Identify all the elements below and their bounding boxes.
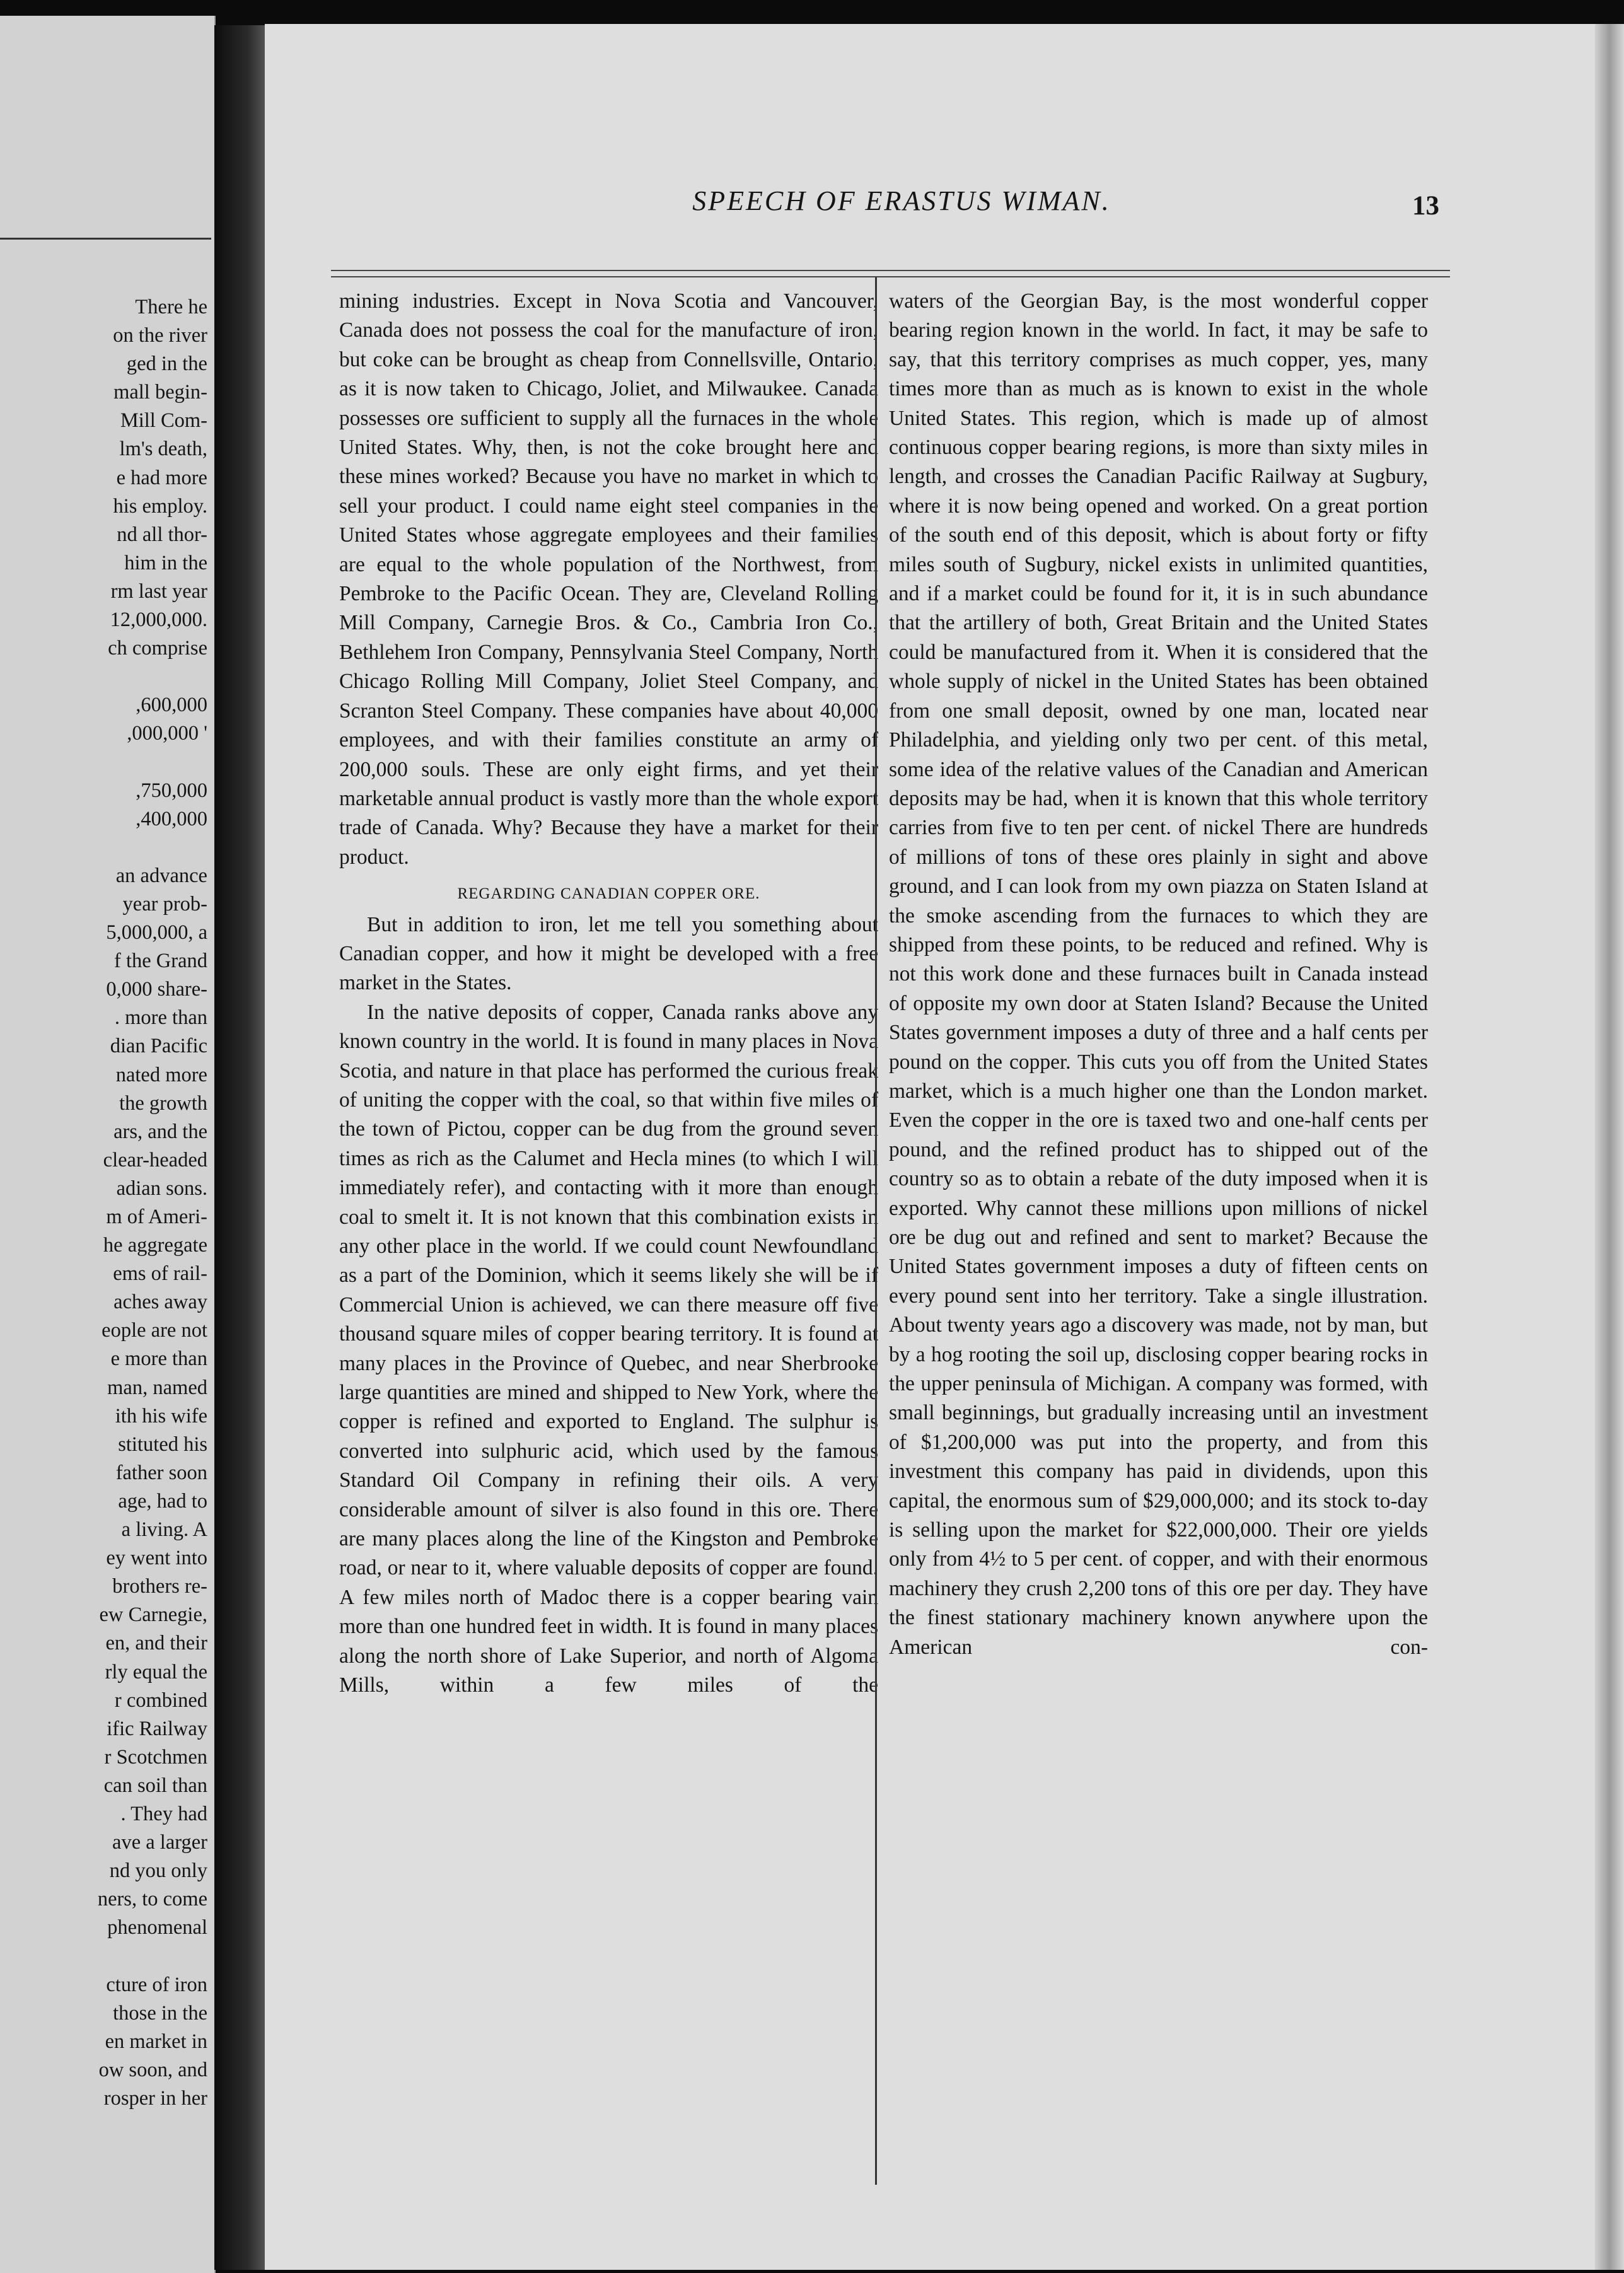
paragraph-native-copper-deposits: In the native deposits of copper, Canada ranks above any known country in the world. It is found in many places in Nova Scotia, and nature in that place has performed the curious freak of uniting the copper with the coal, so that within five miles of the town of Pictou, copper can be dug from the ground seven times as rich as the Calumet and Hecla mines (to which I will immediately refer), and contacting with it more than enough coal to smelt it. It is not known that this combination exists in any other place in the world. If we could count Newfoundland as a part of the Dominion, which it seems likely she will be if Commercial Union is achieved, we can there measure off five thousand square miles of copper bearing territory. It is found at many places in the Province of Quebec, and near Sherbrooke large quantities are mined and shipped to New York, where the copper is refined and exported to England. The sulphur is converted into sulphuric acid, which used by the famous Standard Oil Company in refining their oils. A very considerable amount of silver is also found in this ore. There are many places along the line of the Kingston and Pembroke road, or near to it, where valuable deposits of copper are found. A few miles north of Madoc there is a copper bearing vain more than one hundred feet in width. It is found in many places along the north shore of Lake Superior, and north of Algoma Mills, within a few miles of the	[339, 1000, 878, 1697]
left-fragment-line: ave a larger	[112, 1831, 207, 1854]
left-fragment-line: mall begin-	[113, 381, 207, 404]
left-fragment-line: lm's death,	[119, 438, 207, 461]
paragraph-canadian-copper-intro: But in addition to iron, let me tell you something about Canadian copper, and how it might be developed with a free market in the States.	[339, 912, 878, 995]
left-fragment-line: rosper in her	[103, 2086, 207, 2110]
left-fragment-line: 5,000,000, a	[106, 921, 207, 945]
text-column-left	[339, 287, 878, 1700]
left-fragment-line: ems of rail-	[113, 1262, 207, 1286]
left-fragment-line: ,600,000	[136, 694, 207, 717]
left-fragment-line: clear-headed	[103, 1148, 207, 1171]
left-fragment-line: Mill Com-	[120, 409, 207, 433]
left-fragment-line: phenomenal	[107, 1916, 207, 1939]
left-fragment-line: en, and their	[105, 1632, 207, 1655]
left-fragment-line: ners, to come	[97, 1888, 207, 1911]
left-fragment-line: r combined	[114, 1689, 207, 1712]
left-fragment-line: . They had	[120, 1802, 207, 1825]
left-fragment-line: ew Carnegie,	[99, 1603, 207, 1627]
left-fragment-line: en market in	[105, 2030, 207, 2053]
left-fragment-line: year prob-	[122, 892, 207, 916]
paragraph-iron-industries: mining industries. Except in Nova Scotia and Vancouver, Canada does not possess the coal for the manufacture of iron, but coke can be brought as cheap from Connellsville, Ontario, as it is now taken to Chicago, Joliet, and Milwaukee. Canada possesses ore sufficient to supply all the furnaces in the whole United States. Why, then, is not the coke brought here and these mines worked? Because you have no market in which to sell your product. I could name eight steel companies in the United States whose aggregate employees and their families are equal to the whole population of the Northwest, from Pembroke to the Pacific Ocean. They are, Cleveland Rolling Mill Company, Carnegie Bros. & Co., Cambria Iron Co., Bethlehem Iron Company, Pennsylvania Steel Company, North Chicago Rolling Mill Company, Joliet Steel Company, and Scranton Steel Company. These companies have about 40,000 employees, and with their families constitute an army of 200,000 souls. These are only eight firms, and yet their marketable annual product is vastly more than the whole export trade of Canada. Why? Because they have a market for their product.	[339, 289, 878, 869]
left-fragment-line: adian sons.	[116, 1177, 207, 1200]
left-fragment-line: stituted his	[118, 1433, 207, 1456]
left-fragment-line: ,400,000	[136, 807, 207, 830]
section-heading-copper-ore: REGARDING CANADIAN COPPER ORE.	[457, 885, 760, 903]
left-fragment-line: he aggregate	[103, 1234, 207, 1257]
left-fragment-line	[0, 663, 211, 691]
left-fragment-line: rly equal the	[105, 1660, 207, 1683]
left-fragment-line: ars, and the	[113, 1120, 207, 1143]
left-fragment-line: his employ.	[113, 494, 207, 518]
left-fragment-line: r Scotchmen	[104, 1745, 207, 1769]
left-fragment-line	[0, 834, 211, 862]
left-fragment-line: eople are not	[102, 1319, 207, 1342]
left-fragment-line: man, named	[107, 1376, 207, 1399]
page-edge	[1595, 24, 1624, 2270]
left-fragment-line: nated more	[115, 1063, 207, 1086]
left-page-fragment	[0, 16, 216, 2273]
left-fragment-line: can soil than	[103, 1774, 207, 1797]
left-fragment-line: those in the	[113, 2001, 207, 2025]
left-fragment-line: ey went into	[106, 1547, 207, 1570]
left-fragment-line: 0,000 share-	[106, 978, 207, 1001]
header-double-rule	[331, 270, 1450, 277]
left-fragment-line	[0, 748, 211, 777]
left-fragment-line: rm last year	[110, 579, 207, 603]
left-page-rule	[0, 238, 211, 240]
left-fragment-line: 12,000,000.	[110, 608, 207, 632]
left-fragment-line: a living. A	[121, 1518, 207, 1542]
left-fragment-line: nd you only	[109, 1859, 207, 1883]
left-fragment-line: f the Grand	[114, 950, 207, 973]
left-fragment-line: . more than	[114, 1006, 207, 1030]
page-number: 13	[1412, 191, 1439, 221]
left-fragment-line: dian Pacific	[110, 1035, 207, 1058]
left-fragment-line: ,000,000 '	[127, 722, 207, 745]
left-fragment-line: the growth	[119, 1091, 207, 1115]
left-fragment-line: father soon	[115, 1461, 207, 1484]
running-title: SPEECH OF ERASTUS WIMAN.	[692, 185, 1111, 216]
left-fragment-line: ged in the	[126, 352, 207, 376]
left-fragment-line: him in the	[124, 551, 207, 574]
left-fragment-line: nd all thor-	[117, 523, 207, 546]
left-page-text	[0, 293, 211, 2113]
left-fragment-line: e had more	[116, 466, 207, 489]
left-fragment-line: cture of iron	[106, 1973, 207, 1996]
text-column-right	[889, 287, 1428, 1662]
left-fragment-line: There he	[135, 296, 207, 318]
left-fragment-line: ific Railway	[107, 1717, 207, 1740]
left-fragment-line: an advance	[115, 864, 207, 887]
column-divider	[875, 277, 877, 2185]
paragraph-georgian-bay-copper: waters of the Georgian Bay, is the most wonderful copper bearing region known in the world. In fact, it may be safe to say, that this territory comprises as much copper, yes, many times more than as much as is known to exist in the whole United States. This region, which is made up of almost continuous copper bearing regions, is more than sixty miles in length, and crosses the Canadian Pacific Railway at Sugbury, where it is now being opened and worked. On a great portion of the south end of this deposit, which is about forty or fifty miles south of Sugbury, nickel exists in unlimited quantities, and if a market could be found for it, it is in such abundance that the artillery of both, Great Britain and the United States could be manufactured from it. When it is considered that the whole supply of nickel in the United States has been obtained from one small deposit, owned by one man, located near Philadelphia, and yielding only two per cent. of this metal, some idea of the relative values of the Canadian and American deposits may be had, when it is known that this whole territory carries from five to ten per cent. of nickel There are hundreds of millions of tons of these ores plainly in sight and above ground, and I can look from my own piazza on Staten Island at the smoke ascending from the furnaces to which they are shipped from these points, to be reduced and refined. Why is not this work done and these furnaces built in Canada instead of opposite my own door at Staten Island? Because the United States government imposes a duty of three and a half cents per pound on the copper. This cuts you off from the United States market, which is a much higher one than the London market. Even the copper in the ore is taxed two and one-half cents per pound, and the refined product has to shipped out of the country so as to obtain a rebate of the duty imposed when it is exported. Why cannot these millions upon millions of nickel ore be dug out and refined and sent to market? Because the United States government imposes a duty of fifteen cents on every pound sent into her territory. Take a single illustration. About twenty years ago a discovery was made, not by man, but by a hog rooting the soil up, disclosing copper bearing rocks in the upper peninsula of Michigan. A company was formed, with small beginnings, but gradually increasing until an investment of $1,200,000 was put into the property, and from this investment this company has paid in dividends, upon this capital, the enormous sum of $29,000,000; and its stock to-day is selling upon the market for $22,000,000. Their ore yields only from 4½ to 5 per cent. of copper, and with their enormous machinery they crush 2,200 tons of this ore per day. They have the finest stationary machinery known anywhere upon the American con-	[889, 289, 1428, 1659]
left-fragment-line: age, had to	[118, 1489, 207, 1513]
left-fragment-line: m of Ameri-	[106, 1206, 207, 1228]
left-fragment-line: brothers re-	[112, 1575, 207, 1598]
left-fragment-line: e more than	[110, 1347, 207, 1371]
left-fragment-line: on the river	[113, 324, 207, 347]
left-fragment-line: ,750,000	[136, 779, 207, 802]
left-fragment-line	[0, 1942, 211, 1970]
left-fragment-line: ith his wife	[115, 1404, 207, 1427]
left-fragment-line: ch comprise	[108, 637, 207, 660]
left-fragment-line: ow soon, and	[98, 2058, 207, 2081]
left-fragment-line: aches away	[113, 1291, 207, 1314]
